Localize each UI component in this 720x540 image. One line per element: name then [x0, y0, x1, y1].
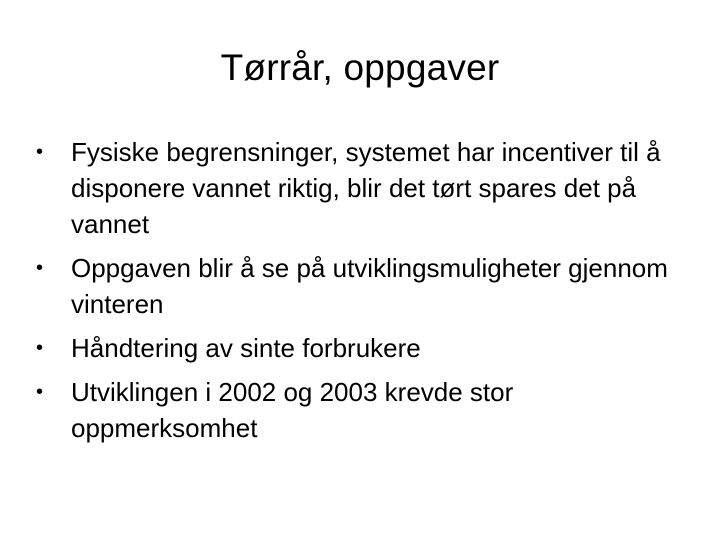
bullet-list — [36, 134, 686, 454]
bullet-item — [36, 134, 686, 242]
slide-title: Tørrår, oppgaver — [220, 47, 500, 88]
bullet-item — [36, 250, 686, 322]
bullet-marker: • — [36, 141, 44, 163]
bullet-marker: • — [36, 381, 44, 403]
bullet-item — [36, 374, 686, 446]
bullet-text: Fysiske begrensninger, systemet har incentiver til å disponere vannet riktig, blir det tørt spares det på vannet — [71, 137, 661, 239]
bullet-marker: • — [36, 257, 44, 279]
bullet-text: Oppgaven blir å se på utviklingsmuligheter gjennom vinteren — [71, 253, 668, 319]
bullet-item — [36, 330, 686, 366]
bullet-text: Håndtering av sinte forbrukere — [71, 333, 421, 363]
bullet-marker: • — [36, 337, 44, 359]
bullet-text: Utviklingen i 2002 og 2003 krevde stor oppmerksomhet — [71, 377, 514, 443]
